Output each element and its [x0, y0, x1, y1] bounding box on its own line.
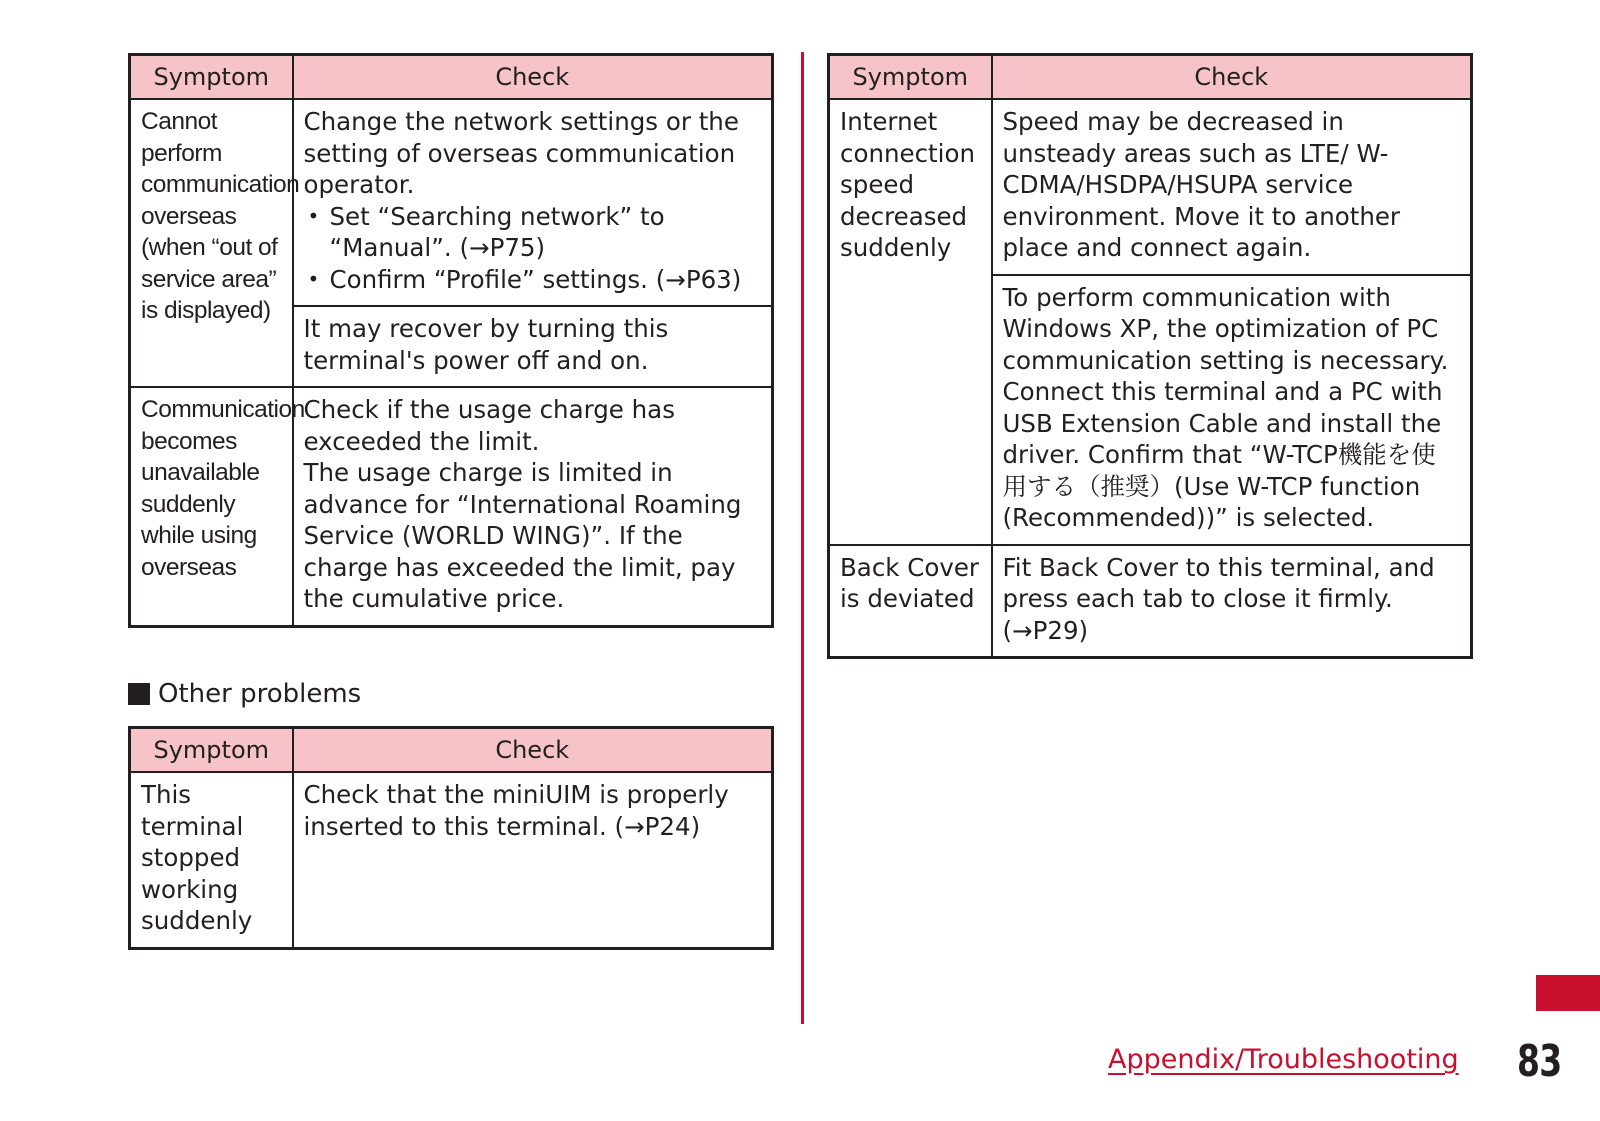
table-row — [130, 772, 773, 948]
symptom-cell: Communication becomes unavailable suddenly while using overseas — [130, 387, 293, 626]
section-tab-marker — [1536, 975, 1600, 1011]
column-divider — [801, 52, 804, 1024]
symptom-cell: Internet connection speed decreased suddenly — [829, 99, 992, 545]
check-text: The usage charge is limited in advance for “International Roaming Service (WORLD WING)”. If the charge has exceeded the limit, pay the cumulative price. — [303, 458, 742, 613]
check-cell: Speed may be decreased in unsteady areas such as LTE/ W-CDMA/HSDPA/HSUPA service environment. Move it to another place and connect again. — [992, 99, 1472, 275]
column-header-symptom: Symptom — [130, 728, 293, 773]
symptom-cell: This terminal stopped working suddenly — [130, 772, 293, 948]
table-header-row — [829, 55, 1472, 100]
section-link[interactable]: Appendix/Troubleshooting — [1108, 1044, 1459, 1075]
square-bullet-icon — [128, 683, 150, 705]
check-bullet-list — [304, 201, 762, 296]
column-header-symptom: Symptom — [829, 55, 992, 100]
check-text: Check if the usage charge has exceeded the limit. — [303, 395, 675, 456]
symptom-cell: Back Cover is deviated — [829, 545, 992, 658]
table-row — [829, 545, 1472, 658]
table-row — [130, 387, 773, 626]
section-heading — [128, 676, 361, 712]
column-header-check: Check — [992, 55, 1472, 100]
page-number: 83 — [1517, 1036, 1562, 1087]
troubleshooting-table-connection — [827, 53, 1473, 659]
check-text: To perform communication with Windows XP, the optimization of PC communication setting is necessary. — [1002, 282, 1449, 375]
check-cell — [293, 387, 773, 626]
check-cell: Fit Back Cover to this terminal, and press each tab to close it firmly. (→P29) — [992, 545, 1472, 658]
check-cell: It may recover by turning this terminal's power off and on. — [293, 306, 773, 387]
check-cell — [992, 275, 1472, 545]
check-bullet-item: • Set “Searching network” to “Manual”. (→P75) — [304, 201, 762, 264]
check-bullet-item: • Confirm “Profile” settings. (→P63) — [304, 264, 762, 296]
section-heading-text: Other problems — [158, 679, 362, 709]
table-row — [130, 99, 773, 306]
column-header-symptom: Symptom — [130, 55, 293, 100]
check-text: Connect this terminal and a PC with USB Extension Cable and install the driver. Confirm that “W-TCP機能を使用する（推奨）(Use W-TCP function (Recommended))” is selected. — [1002, 377, 1443, 532]
troubleshooting-table-other — [128, 726, 774, 950]
column-header-check: Check — [293, 55, 773, 100]
table-header-row — [130, 55, 773, 100]
check-cell — [293, 99, 773, 306]
check-cell: Check that the miniUIM is properly inserted to this terminal. (→P24) — [293, 772, 773, 948]
check-text: Change the network settings or the setting of overseas communication operator. — [303, 107, 739, 199]
column-header-check: Check — [293, 728, 773, 773]
symptom-cell: Cannot perform communication overseas (when “out of service area” is displayed) — [130, 99, 293, 387]
table-row — [829, 99, 1472, 275]
troubleshooting-table-overseas — [128, 53, 774, 628]
table-header-row — [130, 728, 773, 773]
